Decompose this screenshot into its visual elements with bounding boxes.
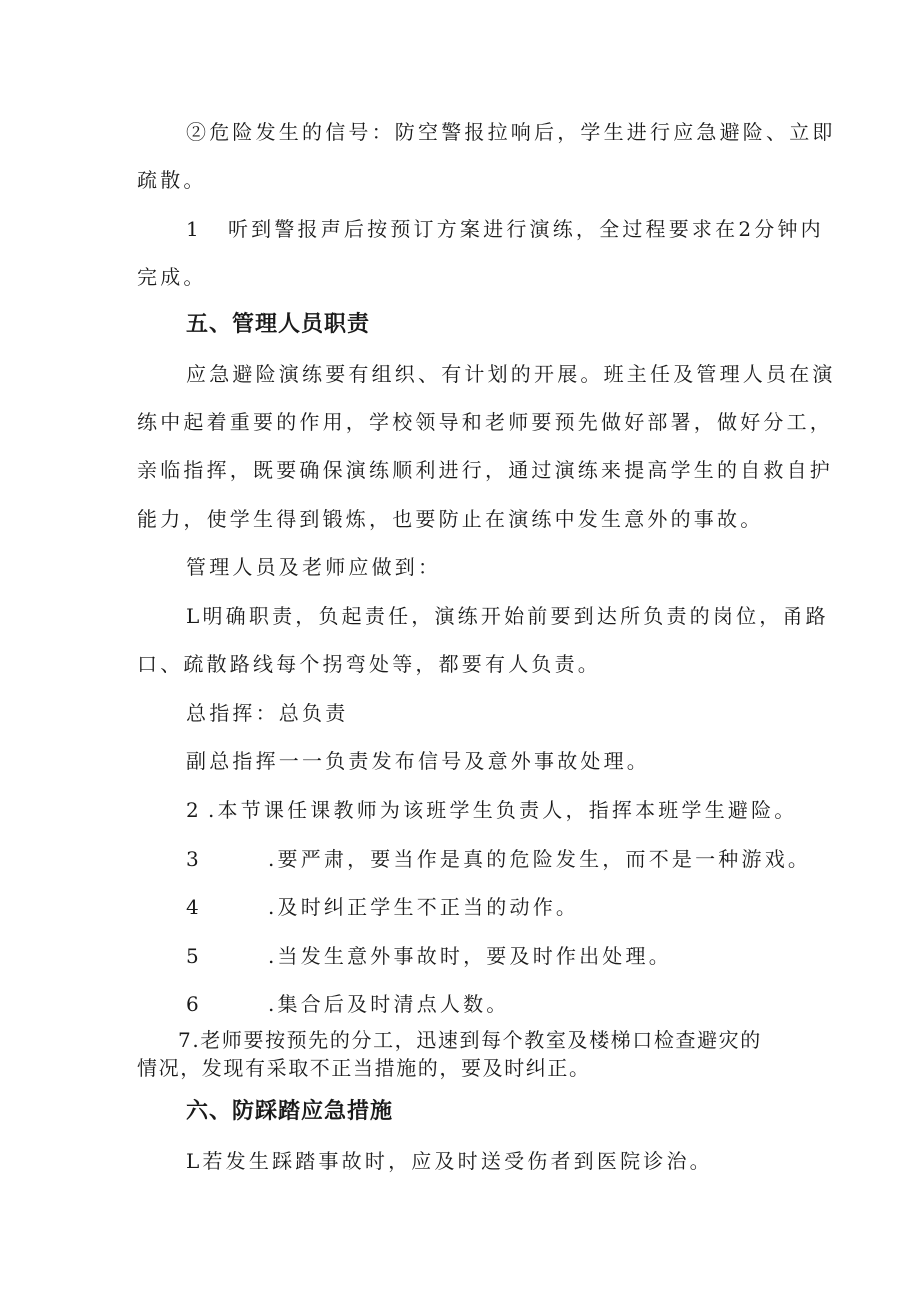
item-6 [0, 990, 920, 1018]
item-number: 6 [186, 992, 202, 1016]
section-6-heading: 六、防踩踏应急措施 [186, 1099, 394, 1124]
item-text: .要严肃，要当作是真的危险发生，而不是一种游戏。 [267, 847, 812, 871]
item-L-line-2: 口、疏散路线每个拐弯处等，都要有人负责。 [137, 652, 601, 676]
item-5 [0, 942, 920, 970]
section-5-heading: 五、管理人员职责 [186, 312, 371, 337]
item-7-line-2: 情况，发现有采取不正当措施的，要及时纠正。 [137, 1056, 591, 1080]
item-text: .本节课任课教师为该班学生负责人，指挥本班学生避险。 [207, 798, 798, 822]
drill-text: 听到警报声后按预订方案进行演练，全过程要求在2分钟内 [227, 217, 824, 241]
item-number: 5 [186, 944, 202, 968]
item-text: .及时纠正学生不正当的动作。 [267, 895, 580, 919]
section-6-line-1: L若发生踩踏事故时，应及时送受伤者到医院诊治。 [186, 1149, 713, 1173]
item-text: .当发生意外事故时，要及时作出处理。 [267, 944, 672, 968]
item-4 [0, 893, 920, 921]
item-text: .集合后及时清点人数。 [267, 992, 510, 1016]
section-5-paragraph-line-3: 亲临指挥，既要确保演练顺利进行，通过演练来提高学生的自救自护 [137, 458, 833, 482]
item-number: 3 [186, 847, 202, 871]
item-2 [0, 796, 920, 824]
section-5-paragraph-line-4: 能力，使学生得到锻炼，也要防止在演练中发生意外的事故。 [137, 507, 764, 531]
item-number: 4 [186, 895, 202, 919]
section-5-paragraph-line-1: 应急避险演练要有组织、有计划的开展。班主任及管理人员在演 [186, 362, 836, 386]
item-3 [0, 845, 920, 873]
signal-paragraph-line-1: ②危险发生的信号：防空警报拉响后，学生进行应急避险、立即 [186, 120, 836, 144]
signal-paragraph-line-2: 疏散。 [137, 168, 207, 192]
drill-number: 1 [186, 217, 202, 241]
item-L-line-1: L明确职责，负起责任，演练开始前要到达所负责的岗位，甬路 [186, 604, 829, 628]
section-5-intro: 管理人员及老师应做到： [186, 555, 442, 579]
item-number: 2 [186, 798, 202, 822]
commander-line: 总指挥：总负责 [186, 701, 349, 725]
section-5-paragraph-line-2: 练中起着重要的作用，学校领导和老师要预先做好部署，做好分工， [137, 410, 833, 434]
drill-paragraph-line-1 [0, 215, 920, 243]
drill-paragraph-line-2: 完成。 [137, 265, 207, 289]
item-7-line-1: 7.老师要按预先的分工，迅速到每个教室及楼梯口检查避灾的 [178, 1028, 762, 1052]
vice-commander-line: 副总指挥一一负责发布信号及意外事故处理。 [186, 749, 650, 773]
